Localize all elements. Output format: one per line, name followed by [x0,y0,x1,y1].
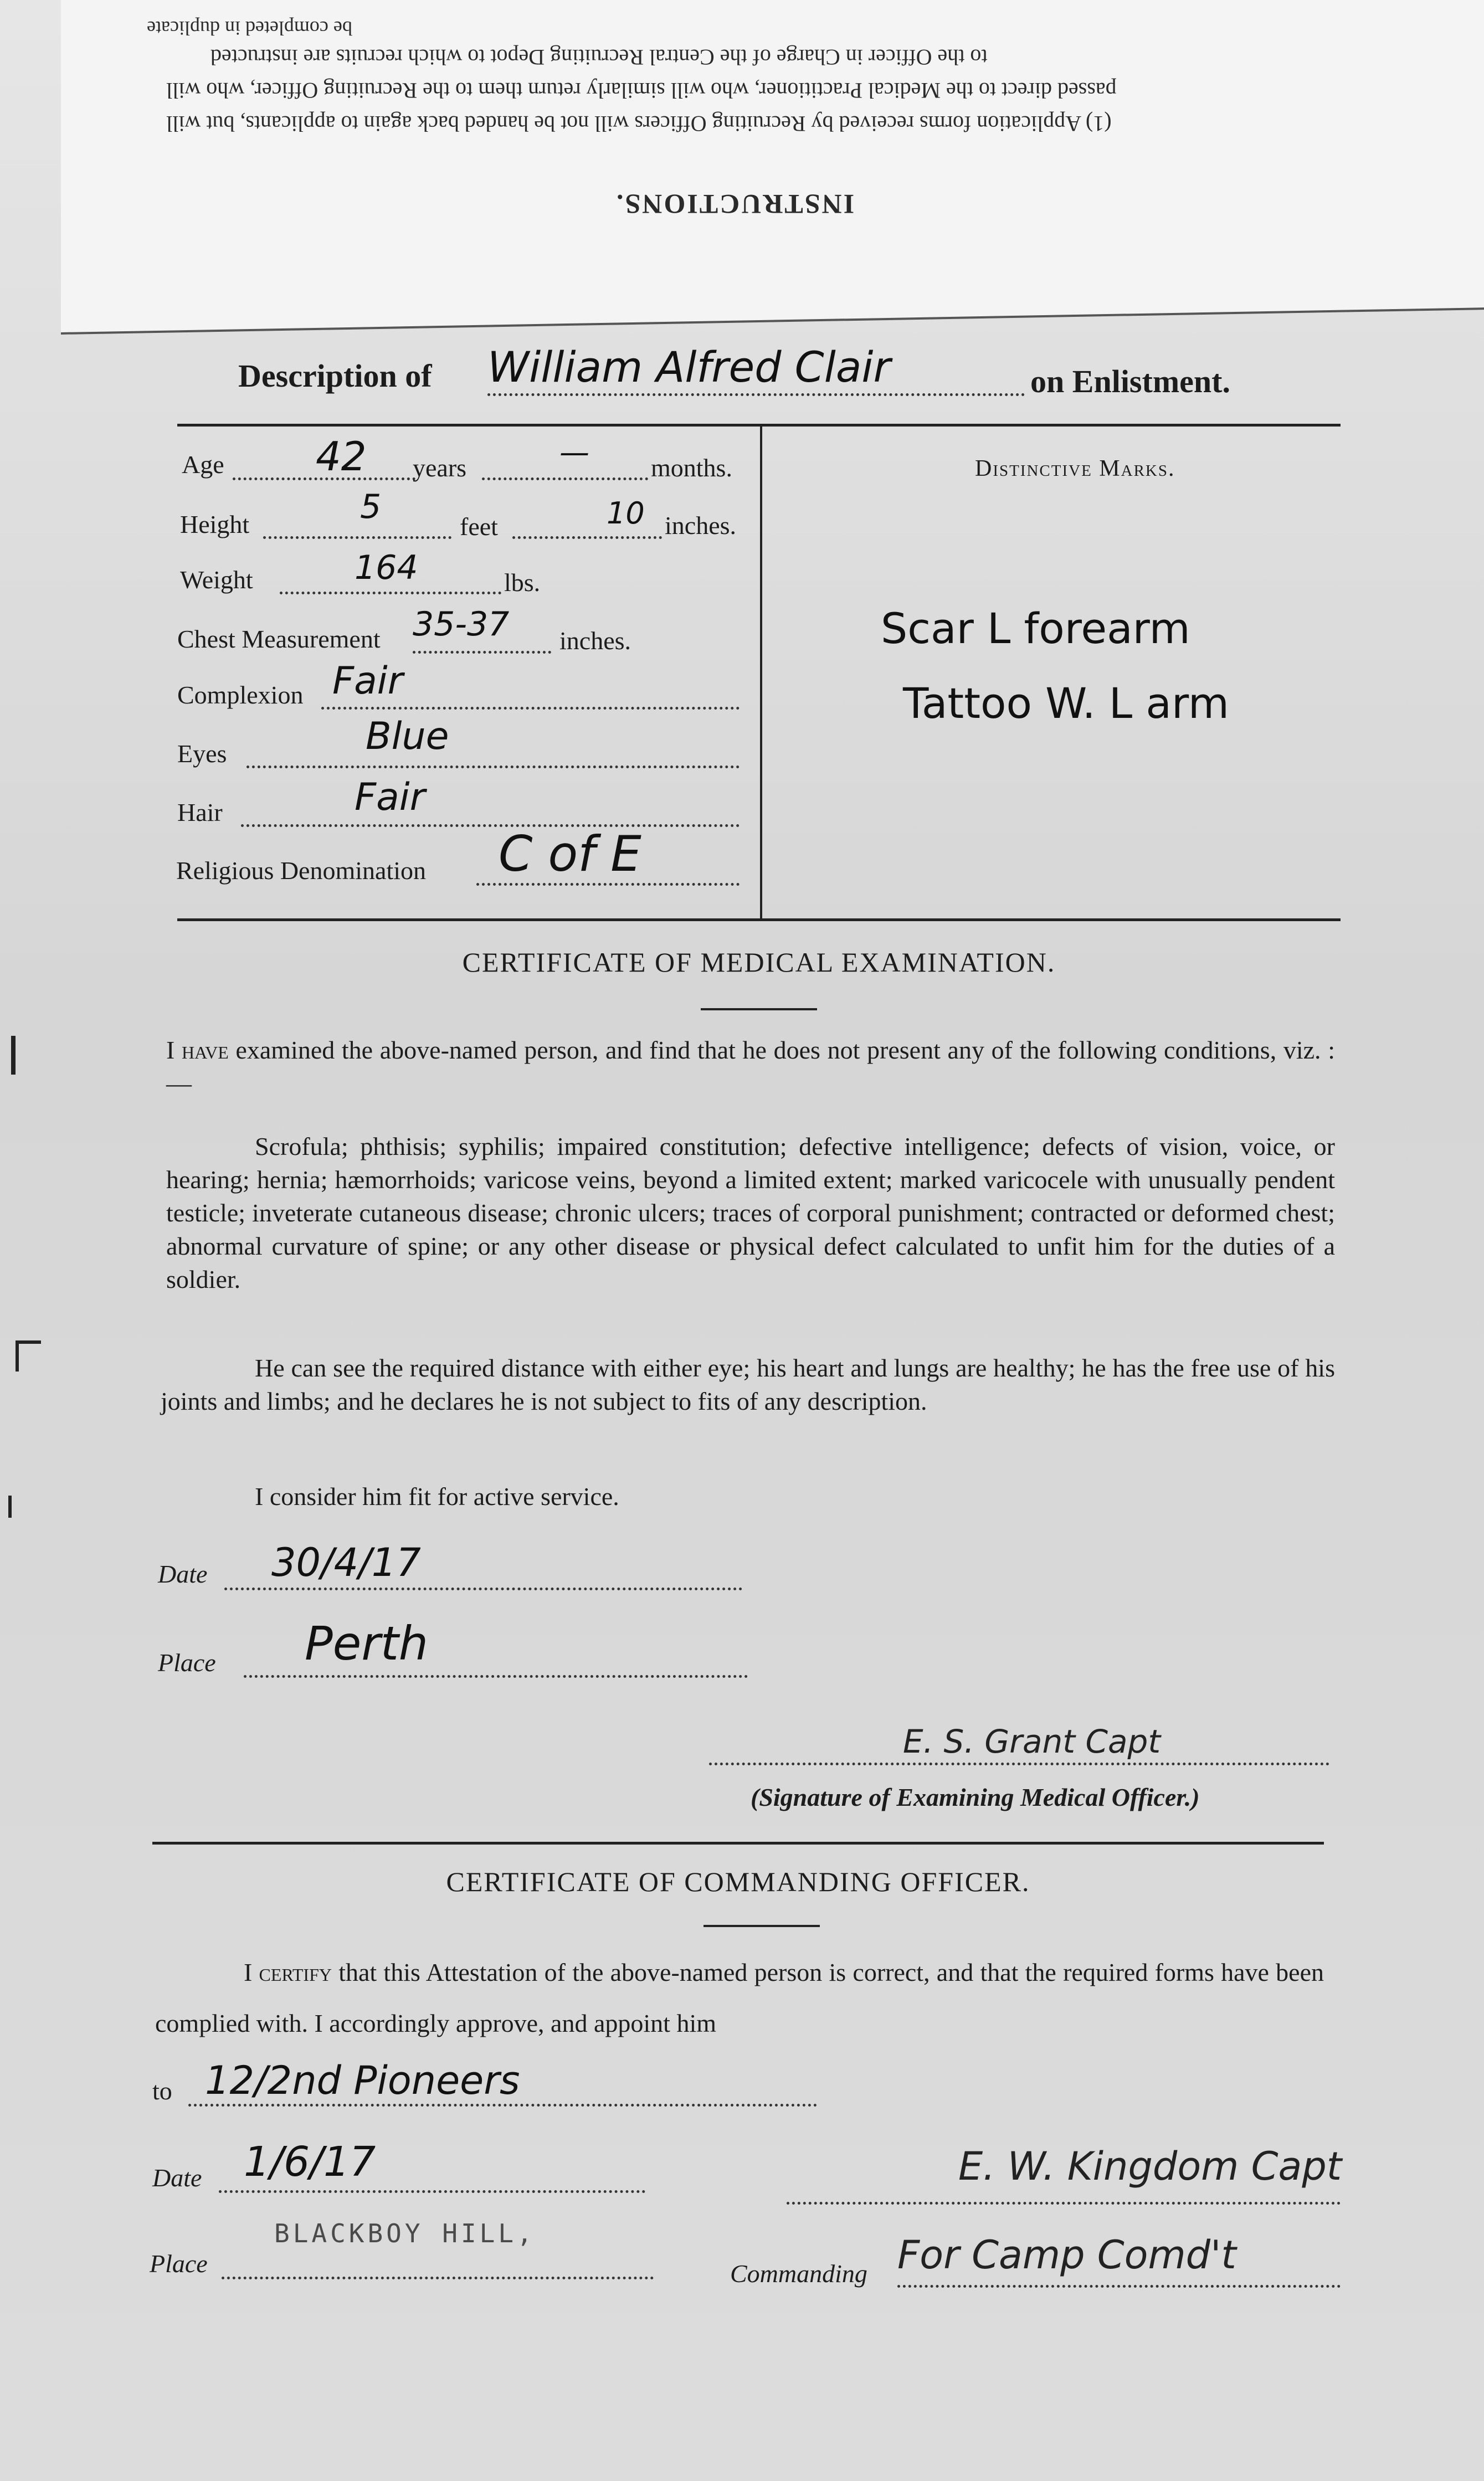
chest-unit: inches. [559,626,631,655]
weight-dots [280,592,501,594]
inches-label: inches. [665,511,737,540]
column-divider [760,425,762,918]
eyes-value: Blue [366,715,449,758]
commanding-value: For Camp Comd't [897,2232,1236,2278]
age-value: 42 [316,433,367,480]
appoint-to-dots [188,2104,817,2107]
years-label: years [413,454,467,482]
medical-top-rule [177,918,1341,921]
medical-date-value: 30/4/17 [271,1540,421,1585]
instructions-line4: be completed in duplicate [147,17,352,39]
commanding-date-dots [219,2190,645,2193]
margin-mark-2 [16,1340,41,1372]
chest-value: 35-37 [413,605,510,644]
distinctive-mark-2: Tattoo W. L arm [903,679,1229,728]
commanding-dots [897,2285,1341,2288]
height-feet-value: 5 [360,487,382,526]
height-inches-value: 10 [607,496,645,531]
medical-officer-signature: E. S. Grant Capt [903,1723,1161,1760]
commanding-place-label: Place [150,2249,208,2278]
weight-label: Weight [180,566,253,594]
religion-dots [476,883,740,886]
medical-signature-caption: (Signature of Examining Medical Officer.) [751,1783,1200,1811]
distinctive-marks-label: Distinctive Marks. [975,456,1175,481]
hair-value: Fair [355,775,425,819]
medical-p1-text: examined the above-named person, and find that he does not present any of the following conditions, viz. :— [166,1036,1336,1097]
complexion-label: Complexion [177,681,304,709]
months-label: months. [651,454,732,482]
commanding-place-stamp: BLACKBOY HILL, [274,2218,536,2248]
commanding-p1-lead: I certify [244,1958,332,1986]
eyes-label: Eyes [177,739,227,768]
complexion-value: Fair [332,659,403,703]
weight-value: 164 [355,548,418,587]
medical-heading: CERTIFICATE OF MEDICAL EXAMINATION. [462,947,1056,978]
eyes-dots [247,766,740,768]
distinctive-mark-1: Scar L forearm [881,604,1190,653]
commanding-p1-text: that this Attestation of the above-named person is correct, and that the required forms have been complied with. I accordingly approve, and appoint him [155,1958,1324,2037]
height-feet-dots [263,536,451,539]
medical-date-label: Date [158,1560,208,1588]
description-suffix: on Enlistment. [1030,363,1230,399]
medical-date-dots [224,1588,742,1590]
commanding-top-rule [152,1842,1324,1845]
commanding-signature-dots [787,2202,1341,2205]
commanding-paragraph [155,1947,1324,2049]
commanding-heading: CERTIFICATE OF COMMANDING OFFICER. [446,1866,1030,1897]
height-label: Height [180,510,250,538]
medical-paragraph-4: I consider him fit for active service. [255,1482,619,1511]
appoint-to-value: 12/2nd Pioneers [205,2058,520,2103]
lbs-label: lbs. [504,568,541,597]
commanding-date-label: Date [152,2164,202,2192]
hair-dots [241,824,740,827]
margin-mark-3 [8,1496,12,1518]
appoint-to-label: to [152,2077,172,2105]
complexion-dots [321,707,740,710]
medical-place-value: Perth [305,1616,429,1671]
commanding-place-dots [222,2277,654,2279]
instructions-line2: passed direct to the Medical Practitioner, who will similarly return them to the Recruiting Officer, who will [166,78,1117,103]
chest-label: Chest Measurement [177,625,381,653]
chest-dots [413,651,551,654]
medical-paragraph-3: He can see the required distance with either eye; his heart and lungs are healthy; he has the free use of his joints and limbs; and he declares he is not subject to fits of any description. [161,1354,1335,1415]
enlistee-name: William Alfred Clair [487,342,891,392]
medical-signature-dots [709,1763,1329,1765]
instructions-title: INSTRUCTIONS. [615,189,855,220]
medical-paragraph-1 [166,1034,1335,1100]
hair-label: Hair [177,798,223,826]
name-dotted-line [487,393,1025,396]
religion-label: Religious Denomination [176,856,427,885]
medical-paragraph-2: Scrofula; phthisis; syphilis; impaired constitution; defective intelligence; defects of vision, voice, or hearing; hernia; hæmorrhoids; varicose veins, beyond a limited extent; marked varicocele with unusually pendent testicle; inveterate cutaneous disease; chronic ulcers; traces of corporal punishment; contracted or deformed chest; abnormal curvature of spine; or any other disease or physical defect calculated to unfit him for the duties of a soldier. [166,1132,1335,1293]
commanding-date-value: 1/6/17 [244,2138,376,2186]
height-inches-dots [512,536,662,539]
top-table-rule [177,424,1341,427]
instructions-line3: to the Officer in Charge of the Central Recruiting Depot to which recruits are instructed [210,45,988,70]
medical-p1-lead: I have [166,1036,229,1064]
commanding-officer-signature: E. W. Kingdom Capt [958,2144,1342,2189]
description-prefix: Description of [238,358,432,394]
medical-place-dots [244,1675,748,1678]
margin-mark-1 [11,1036,16,1075]
commanding-heading-underline [704,1925,820,1927]
age-label: Age [182,450,224,479]
months-value: — [559,435,589,470]
religion-value: C of E [499,825,641,882]
commanding-label: Commanding [730,2259,867,2288]
feet-label: feet [460,512,498,541]
medical-place-label: Place [158,1648,216,1677]
medical-heading-underline [701,1008,817,1010]
instructions-line1: (1) Application forms received by Recruiting Officers will not be handed back again to applicants, but will [166,111,1112,136]
months-dots [482,477,648,480]
